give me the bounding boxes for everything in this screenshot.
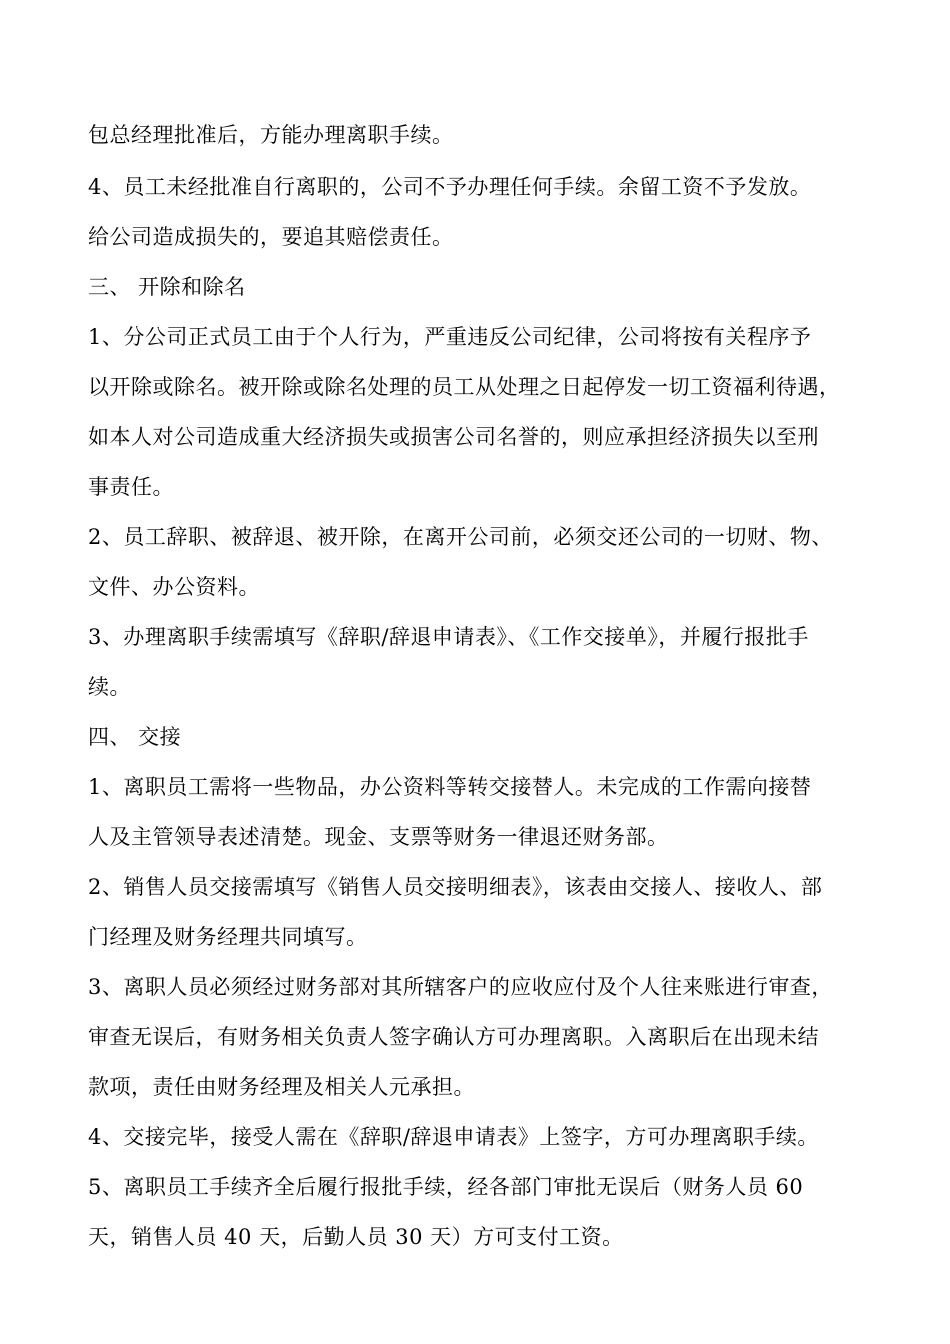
text-line: 人及主管领导表述清楚。现金、支票等财务一律退还财务部。 xyxy=(88,825,669,849)
section-heading-4: 四、 交接 xyxy=(88,725,182,749)
text-line: 事责任。 xyxy=(88,475,174,499)
text-line: 3、办理离职手续需填写《辞职/辞退申请表》、《工作交接单》，并履行报批手 xyxy=(88,625,809,649)
text-line: 4、交接完毕，接受人需在《辞职/辞退申请表》上签字，方可办理离职手续。 xyxy=(88,1125,819,1149)
text-line: 审查无误后，有财务相关负责人签字确认方可办理离职。入离职后在出现未结 xyxy=(88,1025,819,1049)
text-line: 包总经理批准后，方能办理离职手续。 xyxy=(88,123,454,147)
text-line: 4、员工未经批准自行离职的，公司不予办理任何手续。余留工资不予发放。 xyxy=(88,175,812,199)
text-line: 天，销售人员 40 天，后勤人员 30 天）方可支付工资。 xyxy=(88,1225,624,1249)
text-line: 如本人对公司造成重大经济损失或损害公司名誉的，则应承担经济损失以至刑 xyxy=(88,425,819,449)
section-heading-3: 三、 开除和除名 xyxy=(88,275,246,299)
text-line: 1、离职员工需将一些物品，办公资料等转交接替人。未完成的工作需向接替 xyxy=(88,775,812,799)
text-line: 续。 xyxy=(88,675,131,699)
text-line: 以开除或除名。被开除或除名处理的员工从处理之日起停发一切工资福利待遇， xyxy=(88,375,841,399)
text-line: 门经理及财务经理共同填写。 xyxy=(88,925,368,949)
text-line: 文件、办公资料。 xyxy=(88,575,260,599)
text-line: 给公司造成损失的，要追其赔偿责任。 xyxy=(88,225,454,249)
text-line: 1、分公司正式员工由于个人行为，严重违反公司纪律，公司将按有关程序予 xyxy=(88,325,812,349)
text-line: 5、离职员工手续齐全后履行报批手续，经各部门审批无误后（财务人员 60 xyxy=(88,1175,804,1199)
text-line: 2、销售人员交接需填写《销售人员交接明细表》，该表由交接人、接收人、部 xyxy=(88,875,823,899)
text-line: 3、离职人员必须经过财务部对其所辖客户的应收应付及个人往来账进行审查， xyxy=(88,975,833,999)
text-line: 款项，责任由财务经理及相关人元承担。 xyxy=(88,1075,475,1099)
text-line: 2、员工辞职、被辞退、被开除，在离开公司前，必须交还公司的一切财、物、 xyxy=(88,525,833,549)
